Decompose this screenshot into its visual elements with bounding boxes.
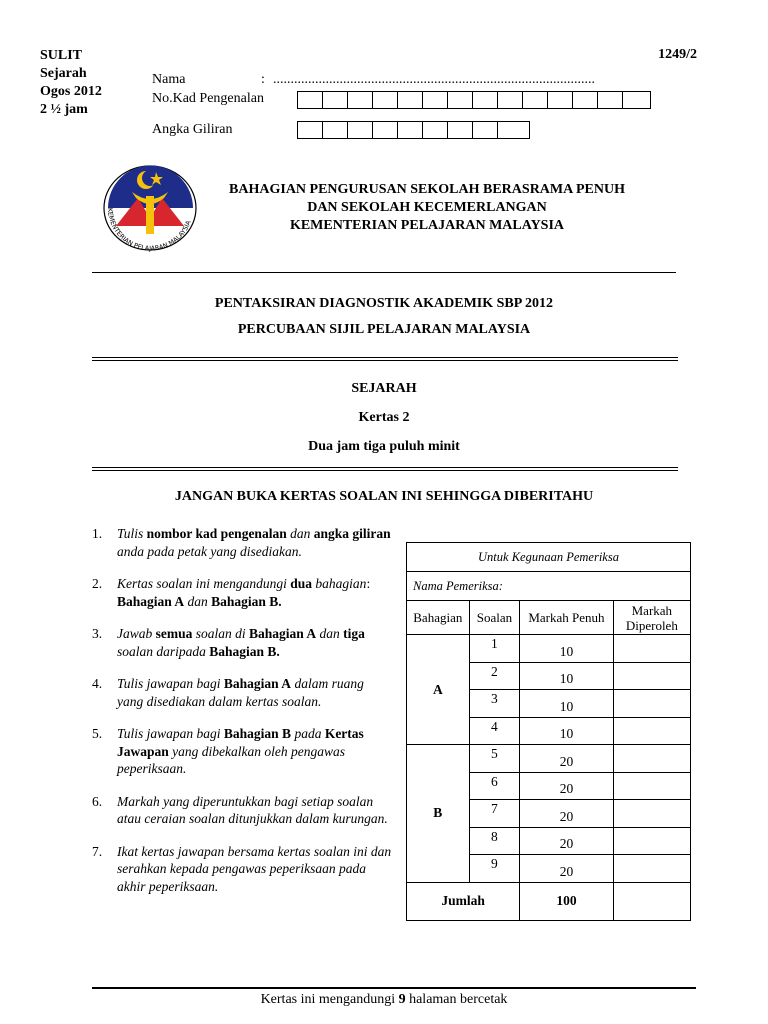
col-header-markah-penuh: Markah Penuh <box>520 601 613 635</box>
question-number: 5 <box>469 745 520 773</box>
double-rule-top <box>92 357 678 358</box>
instruction-text-part: Bahagian B <box>223 726 292 741</box>
footer-rule <box>92 987 696 989</box>
instruction-number: 2. <box>92 576 103 591</box>
exam-title <box>0 291 768 343</box>
instruction-text-part: Kertas soalan ini mengandungi <box>117 576 291 591</box>
obtained-marks-cell[interactable] <box>613 635 690 663</box>
instruction-text-part: soalan di <box>192 626 250 641</box>
double-rule-top-2 <box>92 467 678 468</box>
instruction-text-part: angka giliran <box>313 526 391 541</box>
org-line-3: KEMENTERIAN PELAJARAN MALAYSIA <box>289 218 565 233</box>
total-value: 100 <box>520 882 613 920</box>
instruction-text-part: Bahagian B. <box>211 593 282 609</box>
instruction-text-part: dan <box>316 626 344 641</box>
instructions-list <box>92 525 392 910</box>
examiner-name-field[interactable]: Nama Pemeriksa: <box>407 572 691 601</box>
warning-text: JANGAN BUKA KERTAS SOALAN INI SEHINGGA DIBERITAHU <box>174 489 594 504</box>
instruction-number: 1. <box>92 526 103 541</box>
instruction-text <box>117 575 392 610</box>
footer-text-after: halaman bercetak <box>405 992 508 1007</box>
instruction-text-part: nombor kad pengenalan <box>146 526 287 541</box>
exam-title-line-2: PERCUBAAN SIJIL PELAJARAN MALAYSIA <box>237 322 531 337</box>
full-marks: 20 <box>520 800 613 828</box>
header-duration: 2 ½ jam <box>40 102 88 117</box>
instruction-number: 3. <box>92 626 103 641</box>
instruction-text-part: tiga <box>343 626 365 641</box>
angka-giliran-label: Angka Giliran <box>152 122 233 137</box>
table-row <box>407 635 691 663</box>
question-number: 2 <box>469 662 520 690</box>
full-marks: 10 <box>520 635 613 663</box>
org-line-2: DAN SEKOLAH KECEMERLANGAN <box>307 200 547 215</box>
instruction-text <box>117 525 392 560</box>
exam-title-line-1: PENTAKSIRAN DIAGNOSTIK AKADEMIK SBP 2012 <box>214 296 554 311</box>
ic-label: No.Kad Pengenalan <box>152 91 264 106</box>
obtained-marks-cell[interactable] <box>613 827 690 855</box>
instruction-text-part: dalam ruang yang disediakan dalam kertas soalan. <box>117 676 364 709</box>
section-label: A <box>407 635 470 745</box>
instruction-text-part: soalan daripada <box>117 643 210 659</box>
section-label: B <box>407 745 470 883</box>
header-subject: Sejarah <box>40 66 87 81</box>
paper-code: 1249/2 <box>658 47 697 62</box>
instruction-text-part: semua <box>155 626 193 641</box>
double-rule-bottom <box>92 360 678 361</box>
obtained-marks-cell[interactable] <box>613 690 690 718</box>
instruction-item <box>92 793 392 828</box>
question-number: 4 <box>469 717 520 745</box>
instruction-text-part: anda pada petak yang disediakan. <box>117 543 302 559</box>
double-rule-bottom-2 <box>92 470 678 471</box>
divider <box>92 272 676 273</box>
instruction-text <box>117 625 392 660</box>
instruction-text-part: pada <box>291 726 325 741</box>
instruction-item <box>92 575 392 610</box>
full-marks: 10 <box>520 662 613 690</box>
col-header-bahagian: Bahagian <box>407 601 470 635</box>
footer-text <box>0 992 768 1008</box>
header-date: Ogos 2012 <box>40 84 102 99</box>
subject-block <box>0 374 768 461</box>
instruction-text <box>117 843 392 896</box>
instruction-text <box>117 793 392 828</box>
full-marks: 20 <box>520 827 613 855</box>
instruction-text-part: Jawab <box>117 626 156 641</box>
instruction-text-part: Tulis jawapan bagi <box>117 676 224 691</box>
instruction-text-part: Kertas Jawapan <box>117 726 364 759</box>
total-label: Jumlah <box>407 882 520 920</box>
instruction-text-part: dua <box>290 576 313 591</box>
ministry-logo <box>98 158 203 258</box>
angka-giliran-boxes[interactable] <box>297 121 530 139</box>
instruction-text <box>117 725 392 778</box>
instruction-item <box>92 525 392 560</box>
obtained-marks-cell[interactable] <box>613 745 690 773</box>
instruction-text-part: bahagian <box>312 576 367 591</box>
nama-colon: : <box>261 72 265 87</box>
table-title: Untuk Kegunaan Pemeriksa <box>407 543 691 572</box>
obtained-marks-cell[interactable] <box>613 800 690 828</box>
instruction-text-part: Bahagian A <box>249 626 317 641</box>
instruction-item <box>92 725 392 778</box>
obtained-marks-cell[interactable] <box>613 855 690 883</box>
footer-text-before: Kertas ini mengandungi <box>260 992 399 1007</box>
full-marks: 20 <box>520 772 613 800</box>
logo-ring-text: KEMENTERIAN PELAJARAN MALAYSIA <box>105 207 193 253</box>
instruction-text-part: Bahagian A <box>117 593 185 609</box>
full-marks: 10 <box>520 717 613 745</box>
instruction-text-part: : <box>366 576 371 591</box>
obtained-marks-cell[interactable] <box>613 772 690 800</box>
instruction-text-part: Markah yang diperuntukkan bagi setiap soalan atau ceraian soalan ditunjukkan dalam kurungan. <box>117 793 388 826</box>
organisation-block <box>213 181 641 235</box>
question-number: 7 <box>469 800 520 828</box>
question-number: 6 <box>469 772 520 800</box>
subject-paper: Kertas 2 <box>358 410 410 425</box>
header-left <box>40 47 102 119</box>
instruction-number: 4. <box>92 676 103 691</box>
instruction-item <box>92 843 392 896</box>
instruction-text-part: Tulis <box>117 526 147 541</box>
table-row <box>407 745 691 773</box>
question-number: 9 <box>469 855 520 883</box>
subject-duration: Dua jam tiga puluh minit <box>308 439 460 454</box>
obtained-marks-cell[interactable] <box>613 717 690 745</box>
full-marks: 20 <box>520 745 613 773</box>
nama-label: Nama <box>152 72 186 87</box>
instruction-text-part: Tulis jawapan bagi <box>117 726 224 741</box>
subject-name: SEJARAH <box>351 381 417 396</box>
total-obtained-cell[interactable] <box>613 882 690 920</box>
instruction-text-part: dan <box>286 526 314 541</box>
header-sulit: SULIT <box>40 48 83 63</box>
footer-page-count: 9 <box>398 992 406 1007</box>
instruction-number: 7. <box>92 843 103 859</box>
col-header-markah-diperoleh: Markah Diperoleh <box>613 601 690 635</box>
ic-number-boxes[interactable] <box>297 91 651 109</box>
instruction-text-part: Bahagian B. <box>209 643 280 659</box>
examiner-table <box>406 542 691 921</box>
nama-field[interactable]: ............................................................................................ <box>273 72 595 87</box>
instruction-number: 6. <box>92 793 103 809</box>
instruction-item <box>92 675 392 710</box>
question-number: 3 <box>469 690 520 718</box>
question-number: 8 <box>469 827 520 855</box>
col-header-soalan: Soalan <box>469 601 520 635</box>
question-number: 1 <box>469 635 520 663</box>
instruction-item <box>92 625 392 660</box>
instruction-text-part: Ikat kertas jawapan bersama kertas soalan ini dan serahkan kepada pengawas peperiksaan pada akhir peperiksaan. <box>117 843 392 894</box>
obtained-marks-cell[interactable] <box>613 662 690 690</box>
instruction-text-part: Bahagian A <box>223 676 292 691</box>
full-marks: 20 <box>520 855 613 883</box>
instruction-text-part: dan <box>184 593 212 609</box>
org-line-1: BAHAGIAN PENGURUSAN SEKOLAH BERASRAMA PENUH <box>229 182 625 197</box>
instruction-number: 5. <box>92 726 103 741</box>
instruction-text <box>117 675 392 710</box>
instruction-text-part: yang dibekalkan oleh pengawas peperiksaan. <box>117 743 345 776</box>
full-marks: 10 <box>520 690 613 718</box>
